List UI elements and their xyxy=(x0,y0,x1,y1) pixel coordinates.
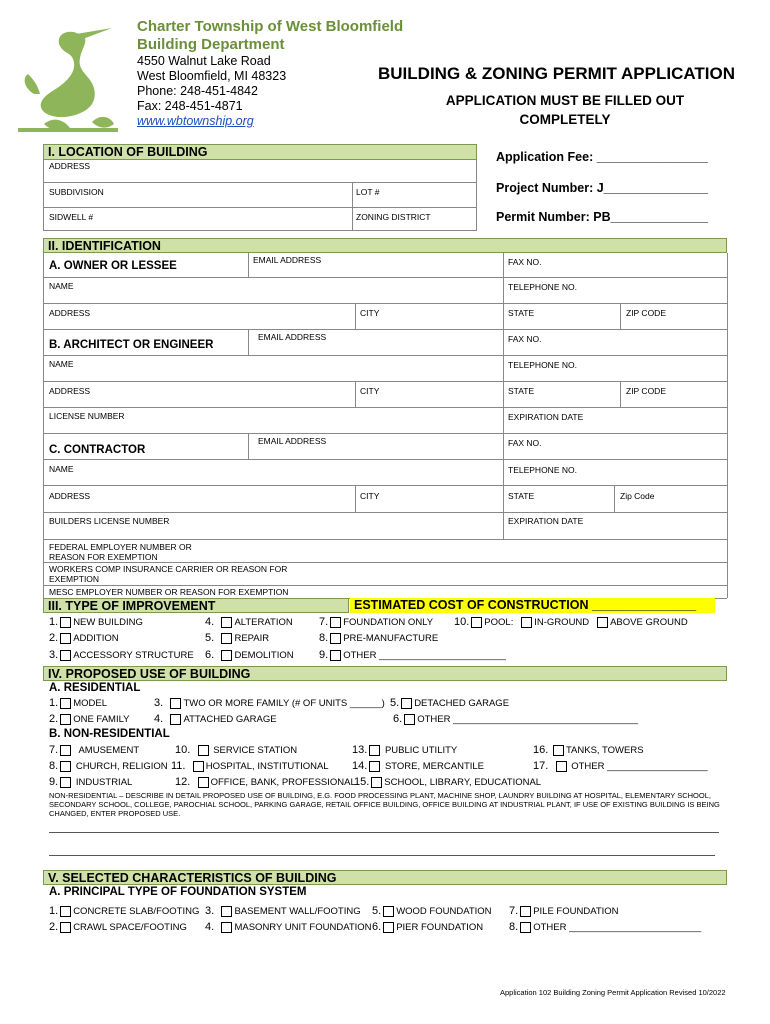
pier-foundation-label: PIER FOUNDATION xyxy=(396,921,484,933)
improvement-num-4: 4. xyxy=(205,616,215,628)
fnd-num-8: 8. xyxy=(509,921,519,933)
above-ground-checkbox[interactable] xyxy=(597,617,608,628)
other-residential-label: OTHER ___________________________________ xyxy=(417,713,638,725)
addition-checkbox[interactable] xyxy=(60,633,71,644)
workers-comp-label-2: EXEMPTION xyxy=(49,574,100,584)
non-residential-heading: B. NON-RESIDENTIAL xyxy=(49,728,170,740)
architect-heading: B. ARCHITECT OR ENGINEER xyxy=(49,339,214,351)
fnd-num-6: 6. xyxy=(372,921,382,933)
fnd-num-1: 1. xyxy=(49,905,59,917)
amusement-label: AMUSEMENT xyxy=(78,744,140,756)
tanks-towers-label: TANKS, TOWERS xyxy=(565,744,644,756)
nr-num-10: 10. xyxy=(175,744,191,756)
hospital-checkbox[interactable] xyxy=(193,761,204,772)
concrete-slab-label: CONCRETE SLAB/FOOTING xyxy=(73,905,200,917)
section-identification-title: II. IDENTIFICATION xyxy=(43,238,727,253)
department-name: Building Department xyxy=(137,36,285,53)
contractor-email-label: EMAIL ADDRESS xyxy=(258,436,327,446)
nr-num-8: 8. xyxy=(49,760,59,772)
pre-manufacture-checkbox[interactable] xyxy=(330,633,341,644)
res-num-2: 2. xyxy=(49,713,59,725)
above-ground-label: ABOVE GROUND xyxy=(610,616,688,628)
section-location-title: I. LOCATION OF BUILDING xyxy=(43,144,477,160)
one-family-label: ONE FAMILY xyxy=(73,713,130,725)
zoning-label: ZONING DISTRICT xyxy=(356,212,431,222)
detached-garage-checkbox[interactable] xyxy=(401,698,412,709)
in-ground-checkbox[interactable] xyxy=(521,617,532,628)
public-utility-label: PUBLIC UTILITY xyxy=(384,744,458,756)
contractor-heading: C. CONTRACTOR xyxy=(49,444,146,456)
foundation-only-label: FOUNDATION ONLY xyxy=(343,616,434,628)
owner-heading: A. OWNER OR LESSEE xyxy=(49,260,177,272)
service-station-label: SERVICE STATION xyxy=(213,744,298,756)
address-label: ADDRESS xyxy=(49,161,91,171)
architect-city-label: CITY xyxy=(360,386,380,396)
residential-heading: A. RESIDENTIAL xyxy=(49,682,141,694)
demolition-checkbox[interactable] xyxy=(221,650,232,661)
accessory-structure-checkbox[interactable] xyxy=(60,650,71,661)
contractor-city-label: CITY xyxy=(360,491,380,501)
architect-name-label: NAME xyxy=(49,359,74,369)
hospital-label: HOSPITAL, INSTITUTIONAL xyxy=(205,760,329,772)
pool-checkbox[interactable] xyxy=(471,617,482,628)
owner-state-label: STATE xyxy=(508,308,535,318)
federal-employer-label-2: REASON FOR EXEMPTION xyxy=(49,552,158,562)
detached-garage-label: DETACHED GARAGE xyxy=(414,697,510,709)
office-bank-label: OFFICE, BANK, PROFESSIONAL xyxy=(210,776,356,788)
contractor-telephone-label: TELEPHONE NO. xyxy=(508,465,577,475)
public-utility-checkbox[interactable] xyxy=(369,745,380,756)
address-line-2: West Bloomfield, MI 48323 xyxy=(137,69,287,83)
nr-num-14: 14. xyxy=(352,760,368,772)
org-name: Charter Township of West Bloomfield xyxy=(137,18,404,35)
owner-telephone-label: TELEPHONE NO. xyxy=(508,282,577,292)
res-num-6: 6. xyxy=(393,713,403,725)
other-residential-checkbox[interactable] xyxy=(404,714,415,725)
store-mercantile-checkbox[interactable] xyxy=(369,761,380,772)
two-or-more-family-label: TWO OR MORE FAMILY (# OF UNITS ______) xyxy=(183,697,385,709)
contractor-zip-label: Zip Code xyxy=(620,491,655,501)
architect-address-label: ADDRESS xyxy=(49,386,91,396)
one-family-checkbox[interactable] xyxy=(60,714,71,725)
crawl-space-label: CRAWL SPACE/FOOTING xyxy=(73,921,187,933)
pre-manufacture-label: PRE-MANUFACTURE xyxy=(343,632,439,644)
describe-line-1[interactable] xyxy=(49,832,719,833)
pile-foundation-label: PILE FOUNDATION xyxy=(533,905,619,917)
improvement-num-7: 7. xyxy=(319,616,329,628)
improvement-num-10: 10. xyxy=(454,616,470,628)
nr-num-16: 16. xyxy=(533,744,549,756)
tanks-towers-checkbox[interactable] xyxy=(553,745,564,756)
demolition-label: DEMOLITION xyxy=(234,649,294,661)
alteration-label: ALTERATION xyxy=(234,616,293,628)
wood-foundation-checkbox[interactable] xyxy=(383,906,394,917)
improvement-num-6: 6. xyxy=(205,649,215,661)
nr-num-15: 15. xyxy=(354,776,370,788)
phone-line: Phone: 248-451-4842 xyxy=(137,84,258,98)
improvement-num-8: 8. xyxy=(319,632,329,644)
accessory-structure-label: ACCESSORY STRUCTURE xyxy=(73,649,194,661)
improvement-num-5: 5. xyxy=(205,632,215,644)
describe-line-2[interactable] xyxy=(49,855,715,856)
address-line-1: 4550 Walnut Lake Road xyxy=(137,54,271,68)
other-foundation-label: OTHER _________________________ xyxy=(533,921,702,933)
other-nonres-checkbox[interactable] xyxy=(556,761,567,772)
crawl-space-checkbox[interactable] xyxy=(60,922,71,933)
attached-garage-label: ATTACHED GARAGE xyxy=(183,713,277,725)
res-num-4: 4. xyxy=(154,713,164,725)
builders-license-label: BUILDERS LICENSE NUMBER xyxy=(49,516,170,526)
fnd-num-2: 2. xyxy=(49,921,59,933)
fax-line: Fax: 248-451-4871 xyxy=(137,99,243,113)
owner-email-label: EMAIL ADDRESS xyxy=(253,255,322,265)
res-num-3: 3. xyxy=(154,697,164,709)
improvement-num-2: 2. xyxy=(49,632,59,644)
office-bank-checkbox[interactable] xyxy=(198,777,209,788)
repair-label: REPAIR xyxy=(234,632,270,644)
contractor-expiration-label: EXPIRATION DATE xyxy=(508,516,584,526)
wood-foundation-label: WOOD FOUNDATION xyxy=(396,905,492,917)
pier-foundation-checkbox[interactable] xyxy=(383,922,394,933)
architect-telephone-label: TELEPHONE NO. xyxy=(508,360,577,370)
contractor-name-label: NAME xyxy=(49,464,74,474)
owner-city-label: CITY xyxy=(360,308,380,318)
industrial-checkbox[interactable] xyxy=(60,777,71,788)
fnd-num-3: 3. xyxy=(205,905,215,917)
amusement-checkbox[interactable] xyxy=(60,745,71,756)
foundation-heading: A. PRINCIPAL TYPE OF FOUNDATION SYSTEM xyxy=(49,886,307,898)
section-characteristics-title: V. SELECTED CHARACTERISTICS OF BUILDING xyxy=(43,870,727,885)
fnd-num-7: 7. xyxy=(509,905,519,917)
fnd-num-5: 5. xyxy=(372,905,382,917)
basement-wall-label: BASEMENT WALL/FOOTING xyxy=(234,905,361,917)
pool-label: POOL: xyxy=(484,616,514,628)
contractor-state-label: STATE xyxy=(508,491,535,501)
architect-expiration-label: EXPIRATION DATE xyxy=(508,412,584,422)
other-improvement-checkbox[interactable] xyxy=(330,650,341,661)
res-num-1: 1. xyxy=(49,697,59,709)
architect-zip-label: ZIP CODE xyxy=(626,386,666,396)
owner-fax-label: FAX NO. xyxy=(508,257,542,267)
other-nonres-label: OTHER ___________________ xyxy=(571,760,708,772)
basement-wall-checkbox[interactable] xyxy=(221,906,232,917)
heron-logo-icon xyxy=(14,24,126,136)
church-religion-checkbox[interactable] xyxy=(60,761,71,772)
owner-name-label: NAME xyxy=(49,281,74,291)
masonry-unit-checkbox[interactable] xyxy=(221,922,232,933)
industrial-label: INDUSTRIAL xyxy=(75,776,133,788)
improvement-num-1: 1. xyxy=(49,616,59,628)
contractor-fax-label: FAX NO. xyxy=(508,438,542,448)
nr-num-7: 7. xyxy=(49,744,59,756)
nr-num-9: 9. xyxy=(49,776,59,788)
addition-label: ADDITION xyxy=(73,632,119,644)
mesc-label: MESC EMPLOYER NUMBER OR REASON FOR EXEMPTION xyxy=(49,587,289,597)
model-label: MODEL xyxy=(73,697,107,709)
owner-zip-label: ZIP CODE xyxy=(626,308,666,318)
new-building-checkbox[interactable] xyxy=(60,617,71,628)
form-subtitle-2: COMPLETELY xyxy=(519,112,611,127)
project-number[interactable]: Project Number: J_______________ xyxy=(496,181,708,195)
architect-email-label: EMAIL ADDRESS xyxy=(258,332,327,342)
form-title: BUILDING & ZONING PERMIT APPLICATION xyxy=(378,64,735,83)
model-checkbox[interactable] xyxy=(60,698,71,709)
res-num-5: 5. xyxy=(390,697,400,709)
other-improvement-label: OTHER ________________________ xyxy=(343,649,506,661)
new-building-label: NEW BUILDING xyxy=(73,616,143,628)
contractor-address-label: ADDRESS xyxy=(49,491,91,501)
concrete-slab-checkbox[interactable] xyxy=(60,906,71,917)
store-mercantile-label: STORE, MERCANTILE xyxy=(384,760,485,772)
other-foundation-checkbox[interactable] xyxy=(520,922,531,933)
school-library-label: SCHOOL, LIBRARY, EDUCATIONAL xyxy=(384,776,542,788)
nr-num-13: 13. xyxy=(352,744,368,756)
fnd-num-4: 4. xyxy=(205,921,215,933)
foundation-only-checkbox[interactable] xyxy=(330,617,341,628)
service-station-checkbox[interactable] xyxy=(198,745,209,756)
improvement-num-9: 9. xyxy=(319,649,329,661)
footer-revision: Application 102 Building Zoning Permit Application Revised 10/2022 xyxy=(500,988,726,997)
pile-foundation-checkbox[interactable] xyxy=(520,906,531,917)
two-or-more-family-checkbox[interactable] xyxy=(170,698,181,709)
owner-address-label: ADDRESS xyxy=(49,308,91,318)
in-ground-label: IN-GROUND xyxy=(534,616,590,628)
form-subtitle-1: APPLICATION MUST BE FILLED OUT xyxy=(445,93,685,108)
section-proposed-use-title: IV. PROPOSED USE OF BUILDING xyxy=(43,666,727,681)
federal-employer-label-1: FEDERAL EMPLOYER NUMBER OR xyxy=(49,542,192,552)
school-library-checkbox[interactable] xyxy=(371,777,382,788)
permit-number[interactable]: Permit Number: PB______________ xyxy=(496,210,708,224)
church-religion-label: CHURCH, RELIGION xyxy=(75,760,168,772)
attached-garage-checkbox[interactable] xyxy=(170,714,181,725)
estimated-cost-field[interactable]: ESTIMATED COST OF CONSTRUCTION _______________ xyxy=(350,598,715,613)
subdivision-label: SUBDIVISION xyxy=(49,187,104,197)
sidwell-label: SIDWELL # xyxy=(49,212,94,222)
alteration-checkbox[interactable] xyxy=(221,617,232,628)
masonry-unit-label: MASONRY UNIT FOUNDATION xyxy=(234,921,372,933)
nr-num-12: 12. xyxy=(175,776,191,788)
architect-state-label: STATE xyxy=(508,386,535,396)
improvement-num-3: 3. xyxy=(49,649,59,661)
nr-num-11: 11. xyxy=(171,760,186,772)
workers-comp-label-1: WORKERS COMP INSURANCE CARRIER OR REASON FOR xyxy=(49,564,288,574)
website-link[interactable]: www.wbtownship.org xyxy=(137,114,254,128)
repair-checkbox[interactable] xyxy=(221,633,232,644)
lot-label: LOT # xyxy=(356,187,380,197)
nr-num-17: 17. xyxy=(533,760,549,772)
architect-fax-label: FAX NO. xyxy=(508,334,542,344)
non-residential-description: NON-RESIDENTIAL – DESCRIBE IN DETAIL PROPOSED USE OF BUILDING, E.G. FOOD PROCESSING PLANT, MACHINE SHOP, LAUNDRY BUILDING AT HOSPITAL, ELEMENTARY SCHOOL, SECONDARY SCHOOL, COLLEGE, PAROCHIAL SCHOOL, PARKING GARAGE, RETAIL OFFICE BUILDING, OFFICE BUILDING AT INDUSTRIAL PLANT, IF USE OF EXISTING BUILDING IS BEING CHANGED, ENTER PROPOSED USE. xyxy=(49,791,720,818)
application-fee[interactable]: Application Fee: ________________ xyxy=(496,150,708,164)
section-improvement-title: III. TYPE OF IMPROVEMENT xyxy=(43,598,349,613)
license-number-label: LICENSE NUMBER xyxy=(49,411,125,421)
